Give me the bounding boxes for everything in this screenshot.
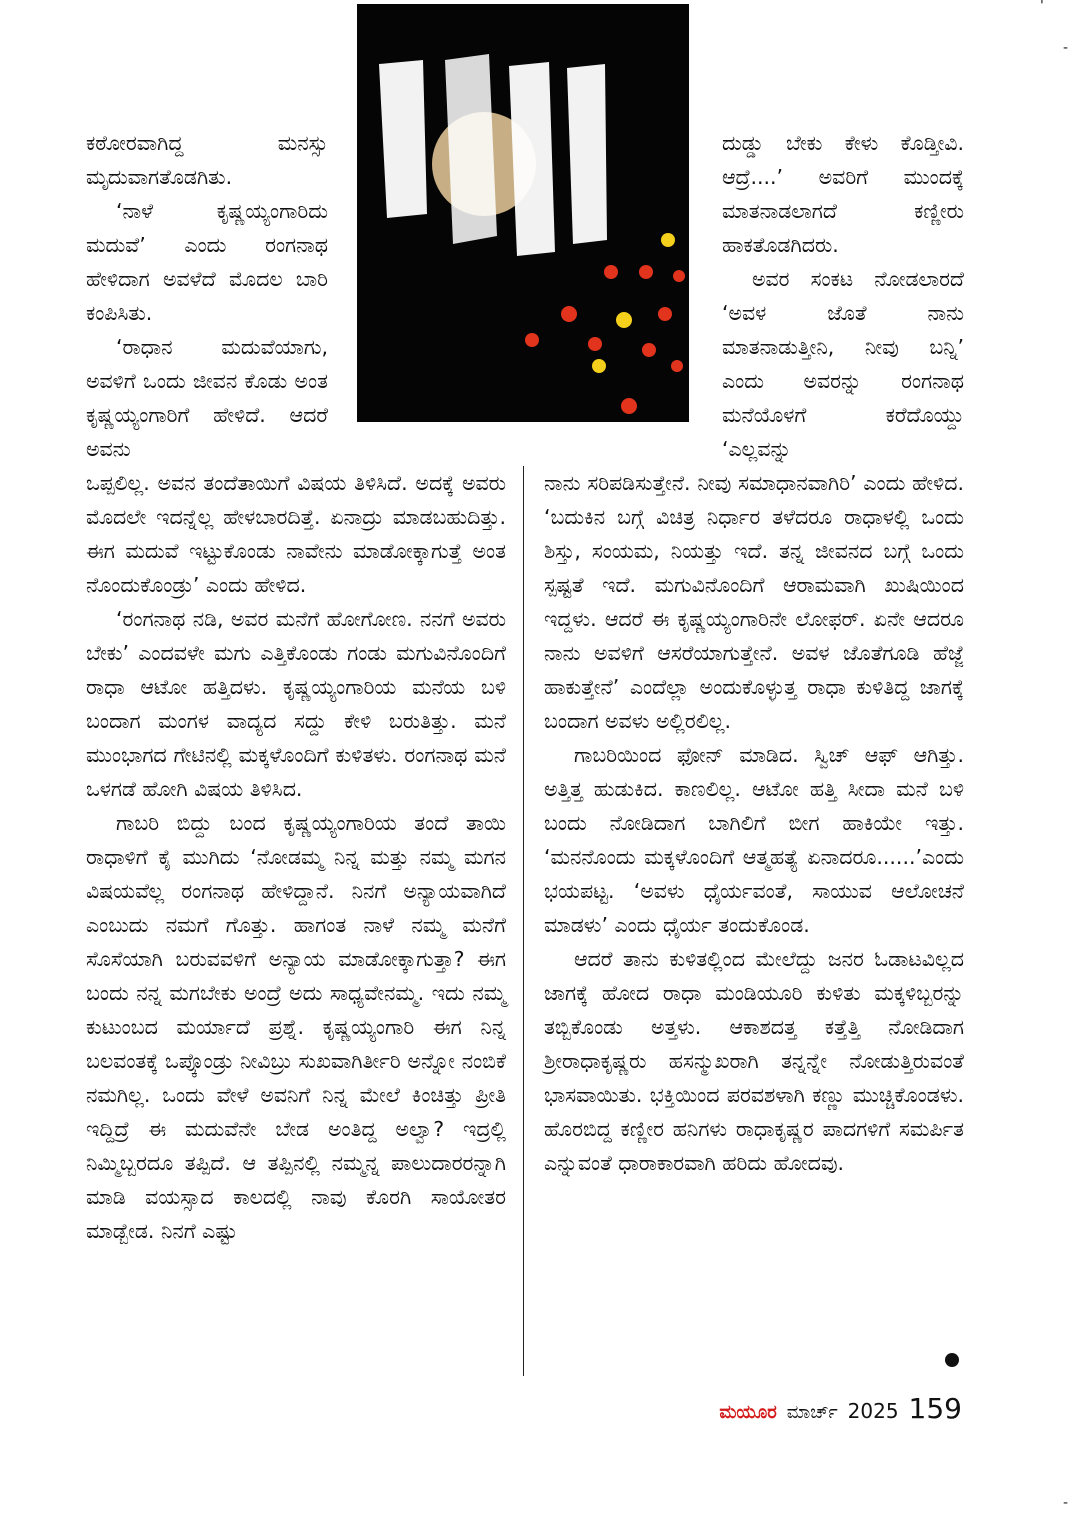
issue-year: 2025 [847, 1399, 899, 1423]
paragraph: ದುಡ್ಡು ಬೇಕು ಕೇಳು ಕೊಡ್ತೀವಿ. ಆದ್ರೆ....’ ಅವರಿಗೆ ಮುಂದಕ್ಕೆ ಮಾತನಾಡಲಾಗದೆ ಕಣ್ಣೀರು ಹಾಕತೊಡಗಿದರು. [722, 131, 964, 257]
dot-red-10 [621, 398, 637, 414]
column-left-top [86, 126, 328, 466]
paragraph: ನಾನು ಸರಿಪಡಿಸುತ್ತೇನೆ. ನೀವು ಸಮಾಧಾನವಾಗಿರಿ’ ಎಂದು ಹೇಳಿದ. ‘ಬದುಕಿನ ಬಗ್ಗೆ ವಿಚಿತ್ರ ನಿರ್ಧಾರ ತಳೆದರೂ ರಾಧಾಳಲ್ಲಿ ಒಂದು ಶಿಸ್ತು, ಸಂಯಮ, ನಿಯತ್ತು ಇದೆ. ತನ್ನ ಜೀವನದ ಬಗ್ಗೆ ಒಂದು ಸ್ಪಷ್ಟತೆ ಇದೆ. ಮಗುವಿನೊಂದಿಗೆ ಆರಾಮವಾಗಿ ಖುಷಿಯಿಂದ ಇದ್ದಳು. ಆದರೆ ಈ ಕೃಷ್ಣಯ್ಯಂಗಾರಿನೇ ಲೋಫರ್. ಏನೇ ಆದರೂ ನಾನು ಅವಳಿಗೆ ಆಸರೆಯಾಗುತ್ತೇನೆ. ಅವಳ ಜೊತೆಗೂಡಿ ಹೆಜ್ಜೆ ಹಾಕುತ್ತೇನೆ’ ಎಂದೆಲ್ಲಾ ಅಂದುಕೊಳ್ಳುತ್ತ ರಾಧಾ ಕುಳಿತಿದ್ದ ಜಾಗಕ್ಕೆ ಬಂದಾಗ ಅವಳು ಅಲ್ಲಿರಲಿಲ್ಲ. [544, 471, 964, 733]
dot-yellow-2 [616, 312, 632, 328]
paragraph: ಕಠೋರವಾಗಿದ್ದ ಮನಸ್ಸು ಮೃದುವಾಗತೊಡಗಿತು. [86, 131, 328, 189]
paragraph: ‘ನಾಳೆ ಕೃಷ್ಣಯ್ಯಂಗಾರಿದು ಮದುವೆ’ ಎಂದು ರಂಗನಾಥ ಹೇಳಿದಾಗ ಅವಳೆದೆ ಮೊದಲ ಬಾರಿ ಕಂಪಿಸಿತು. [86, 199, 328, 325]
dot-yellow-1 [661, 233, 675, 247]
issue-month: ಮಾರ್ಚ್ [786, 1402, 838, 1423]
dot-red-6 [588, 337, 602, 351]
crop-mark-right: - [1063, 40, 1069, 56]
magazine-logo: ಮಯೂರ [719, 1402, 777, 1423]
dot-red-9 [671, 360, 683, 372]
column-right-top [722, 126, 964, 466]
paper-strip-1 [379, 60, 427, 218]
page-footer [719, 1392, 962, 1425]
illustration-svg [357, 4, 689, 422]
dot-red-1 [604, 265, 618, 279]
column-right-bottom [544, 466, 964, 1180]
crop-mark-top-right: ' [1040, 0, 1044, 14]
story-illustration [357, 4, 689, 422]
paragraph: ಗಾಬರಿಯಿಂದ ಫೋನ್ ಮಾಡಿದ. ಸ್ವಿಚ್ ಆಫ್ ಆಗಿತ್ತು. ಅತ್ತಿತ್ತ ಹುಡುಕಿದ. ಕಾಣಲಿಲ್ಲ. ಆಟೋ ಹತ್ತಿ ಸೀದಾ ಮನೆ ಬಳಿ ಬಂದು ನೋಡಿದಾಗ ಬಾಗಿಲಿಗೆ ಬೀಗ ಹಾಕಿಯೇ ಇತ್ತು. ‘ಮನನೊಂದು ಮಕ್ಕಳೊಂದಿಗೆ ಆತ್ಮಹತ್ಯೆ ಏನಾದರೂ......’ಎಂದು ಭಯಪಟ್ಟ. ‘ಅವಳು ಧೈರ್ಯವಂತೆ, ಸಾಯುವ ಆಲೋಚನೆ ಮಾಡಳು’ ಎಂದು ಧೈರ್ಯ ತಂದುಕೊಂಡ. [544, 743, 964, 937]
dot-red-4 [561, 306, 577, 322]
page-number: 159 [908, 1392, 962, 1425]
dot-red-3 [673, 270, 685, 282]
paragraph: ‘ರಂಗನಾಥ ನಡಿ, ಅವರ ಮನೆಗೆ ಹೋಗೋಣ. ನನಗೆ ಅವರು ಬೇಕು’ ಎಂದವಳೇ ಮಗು ಎತ್ತಿಕೊಂಡು ಗಂಡು ಮಗುವಿನೊಂದಿಗೆ ರಾಧಾ ಆಟೋ ಹತ್ತಿದಳು. ಕೃಷ್ಣಯ್ಯಂಗಾರಿಯ ಮನೆಯ ಬಳಿ ಬಂದಾಗ ಮಂಗಳ ವಾದ್ಯದ ಸದ್ದು ಕೇಳಿ ಬರುತಿತ್ತು. ಮನೆ ಮುಂಭಾಗದ ಗೇಟಿನಲ್ಲಿ ಮಕ್ಕಳೊಂದಿಗೆ ಕುಳಿತಳು. ರಂಗನಾಥ ಮನೆ ಒಳಗಡೆ ಹೋಗಿ ವಿಷಯ ತಿಳಿಸಿದ. [86, 607, 506, 801]
paragraph: ಆದರೆ ತಾನು ಕುಳಿತಲ್ಲಿಂದ ಮೇಲೆದ್ದು ಜನರ ಓಡಾಟವಿಲ್ಲದ ಜಾಗಕ್ಕೆ ಹೋದ ರಾಧಾ ಮಂಡಿಯೂರಿ ಕುಳಿತು ಮಕ್ಕಳಿಬ್ಬರನ್ನು ತಬ್ಬಿಕೊಂಡು ಅತ್ತಳು. ಆಕಾಶದತ್ತ ಕತ್ತೆತ್ತಿ ನೋಡಿದಾಗ ಶ್ರೀರಾಧಾಕೃಷ್ಣರು ಹಸನ್ಮುಖರಾಗಿ ತನ್ನನ್ನೇ ನೋಡುತ್ತಿರುವಂತೆ ಭಾಸವಾಯಿತು. ಭಕ್ತಿಯಿಂದ ಪರವಶಳಾಗಿ ಕಣ್ಣು ಮುಚ್ಚಿಕೊಂಡಳು. ಹೊರಬಿದ್ದ ಕಣ್ಣೀರ ಹನಿಗಳು ರಾಧಾಕೃಷ್ಣರ ಪಾದಗಳಿಗೆ ಸಮರ್ಪಿತ ಎನ್ನುವಂತೆ ಧಾರಾಕಾರವಾಗಿ ಹರಿದು ಹೋದವು. [544, 947, 964, 1175]
dot-red-7 [525, 333, 539, 347]
dot-red-5 [658, 307, 672, 321]
paragraph: ಗಾಬರಿ ಬಿದ್ದು ಬಂದ ಕೃಷ್ಣಯ್ಯಂಗಾರಿಯ ತಂದೆ ತಾಯಿ ರಾಧಾಳಿಗೆ ಕೈ ಮುಗಿದು ‘ನೋಡಮ್ಮ ನಿನ್ನ ಮತ್ತು ನಮ್ಮ ಮಗನ ವಿಷಯವೆಲ್ಲ ರಂಗನಾಥ ಹೇಳಿದ್ದಾನೆ. ನಿನಗೆ ಅನ್ಯಾಯವಾಗಿದೆ ಎಂಬುದು ನಮಗೆ ಗೊತ್ತು. ಹಾಗಂತ ನಾಳೆ ನಮ್ಮ ಮನೆಗೆ ಸೊಸೆಯಾಗಿ ಬರುವವಳಿಗೆ ಅನ್ಯಾಯ ಮಾಡೋಕ್ಕಾಗುತ್ತಾ? ಈಗ ಬಂದು ನನ್ನ ಮಗಬೇಕು ಅಂದ್ರೆ ಅದು ಸಾಧ್ಯವೇನಮ್ಮ. ಇದು ನಮ್ಮ ಕುಟುಂಬದ ಮರ್ಯಾದೆ ಪ್ರಶ್ನೆ. ಕೃಷ್ಣಯ್ಯಂಗಾರಿ ಈಗ ನಿನ್ನ ಬಲವಂತಕ್ಕೆ ಒಪ್ಕೊಂಡ್ರು ನೀವಿಬ್ರು ಸುಖವಾಗಿರ್ತೀರಿ ಅನ್ನೋ ನಂಬಿಕೆ ನಮಗಿಲ್ಲ. ಒಂದು ವೇಳೆ ಅವನಿಗೆ ನಿನ್ನ ಮೇಲೆ ಕಿಂಚಿತ್ತು ಪ್ರೀತಿ ಇದ್ದಿದ್ರೆ ಈ ಮದುವೆನೇ ಬೇಡ ಅಂತಿದ್ದ ಅಲ್ವಾ? ಇದ್ರಲ್ಲಿ ನಿಮ್ಮಿಬ್ಬರದೂ ತಪ್ಪಿದೆ. ಆ ತಪ್ಪಿನಲ್ಲಿ ನಮ್ಮನ್ನ ಪಾಲುದಾರರನ್ನಾಗಿ ಮಾಡಿ ವಯಸ್ಸಾದ ಕಾಲದಲ್ಲಿ ನಾವು ಕೊರಗಿ ಸಾಯೋತರ ಮಾಡ್ಬೇಡ. ನಿನಗೆ ಎಷ್ಟು [86, 811, 506, 1243]
end-of-story-bullet-icon [945, 1353, 959, 1367]
column-left-bottom [86, 466, 506, 1248]
paper-strip-4 [567, 64, 607, 244]
crop-mark-bottom-right: - [1063, 1495, 1069, 1511]
paragraph: ಒಪ್ಪಲಿಲ್ಲ. ಅವನ ತಂದೆತಾಯಿಗೆ ವಿಷಯ ತಿಳಿಸಿದೆ. ಅದಕ್ಕೆ ಅವರು ಮೊದಲೇ ಇದನ್ನೆಲ್ಲ ಹೇಳಬಾರದಿತ್ತೆ. ಏನಾದ್ರು ಮಾಡಬಹುದಿತ್ತು. ಈಗ ಮದುವೆ ಇಟ್ಟುಕೊಂಡು ನಾವೇನು ಮಾಡೋಕ್ಕಾಗುತ್ತೆ ಅಂತ ನೊಂದುಕೊಂಡ್ರು’ ಎಂದು ಹೇಳಿದ. [86, 471, 506, 597]
paragraph: ಅವರ ಸಂಕಟ ನೋಡಲಾರದೆ ‘ಅವಳ ಜೊತೆ ನಾನು ಮಾತನಾಡುತ್ತೀನಿ, ನೀವು ಬನ್ನಿ’ ಎಂದು ಅವರನ್ನು ರಂಗನಾಥ ಮನೆಯೊಳಗೆ ಕರೆದೊಯ್ದು ‘ಎಲ್ಲವನ್ನು [722, 267, 964, 461]
dot-yellow-3 [592, 359, 606, 373]
paper-strip-2 [445, 54, 497, 244]
dot-red-8 [642, 343, 656, 357]
dot-red-2 [639, 265, 653, 279]
column-divider [523, 466, 524, 1376]
paper-strip-3 [509, 62, 555, 256]
paragraph: ‘ರಾಧಾನ ಮದುವೆಯಾಗು, ಅವಳಿಗೆ ಒಂದು ಜೀವನ ಕೊಡು ಅಂತ ಕೃಷ್ಣಯ್ಯಂಗಾರಿಗೆ ಹೇಳಿದೆ. ಆದರೆ ಅವನು [86, 335, 328, 461]
